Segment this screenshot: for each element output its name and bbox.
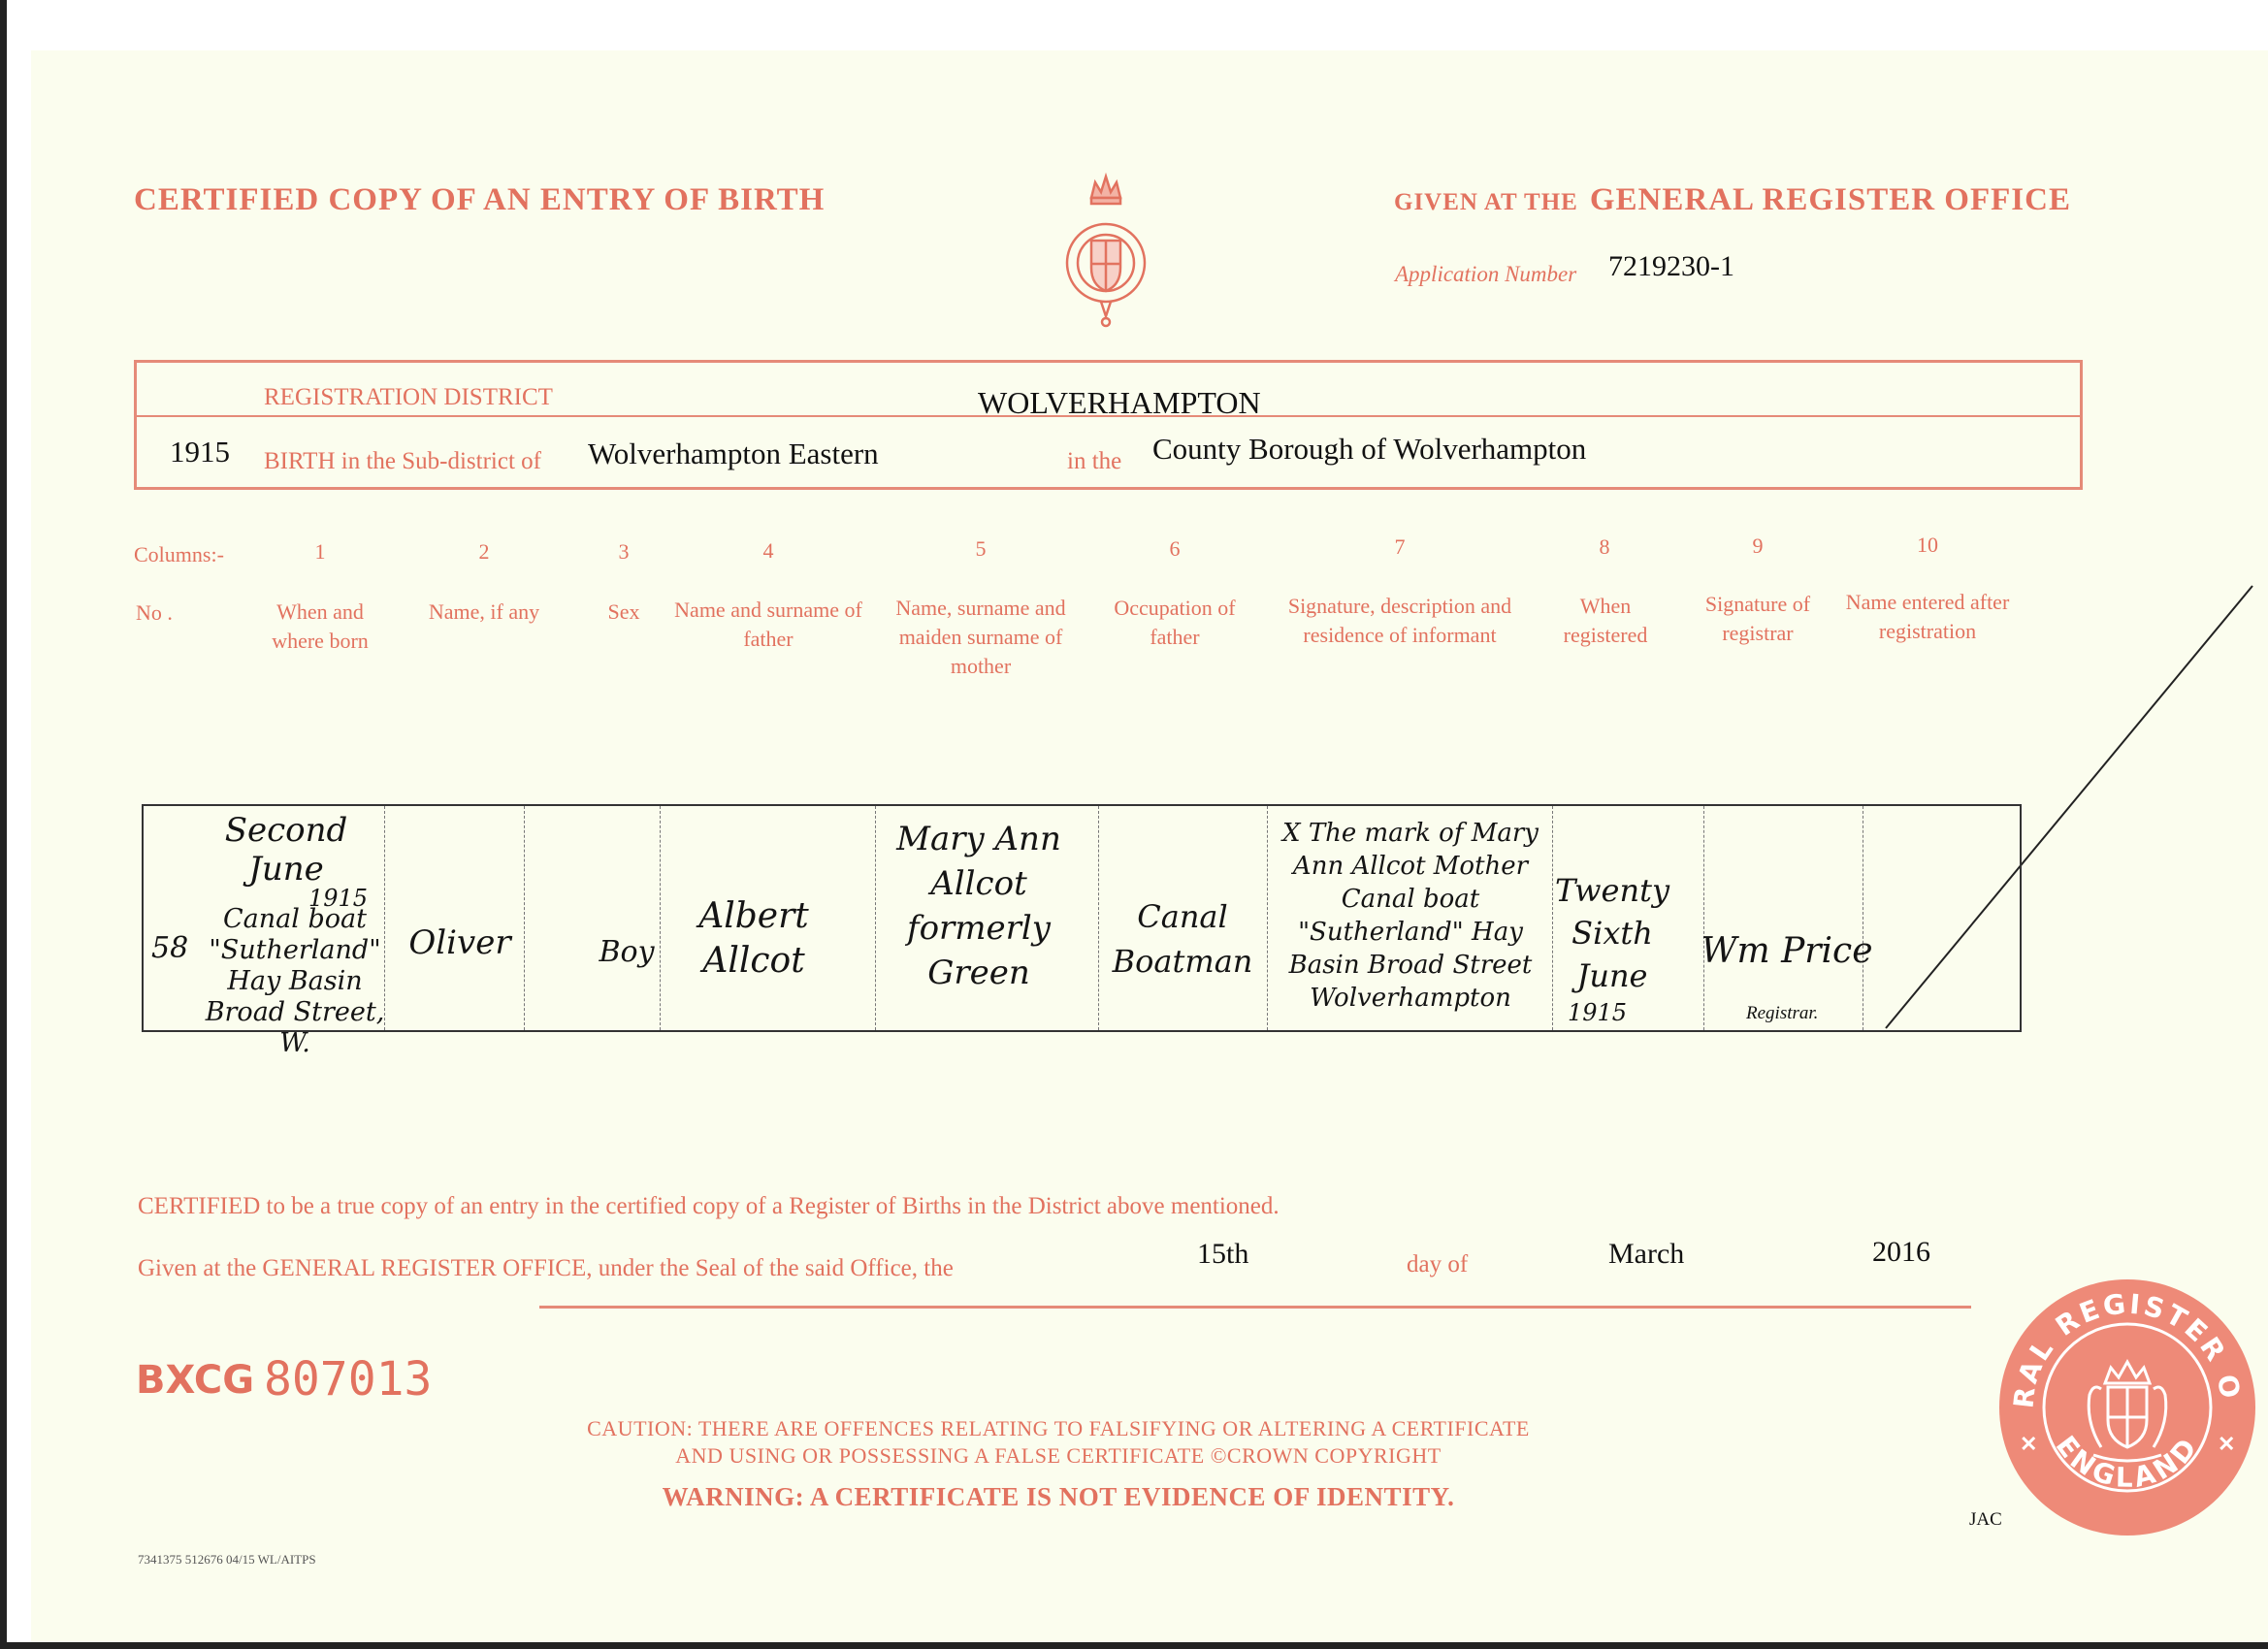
print-code: 7341375 512676 04/15 WL/AITPS	[138, 1552, 316, 1567]
application-number: 7219230-1	[1608, 250, 1734, 282]
column-heading: Occupation of father	[1114, 596, 1236, 649]
given-at-label: GIVEN AT THE	[1394, 189, 1578, 215]
registration-district-label: REGISTRATION DISTRICT	[264, 384, 553, 410]
entry-number: 58	[151, 931, 189, 965]
entry-father-name: Albert Allcot	[698, 896, 809, 981]
entry-mother-name: Mary Ann Allcot formerly Green	[896, 820, 1061, 992]
application-number-label: Application Number	[1395, 262, 1577, 286]
scan-edge-bottom	[0, 1642, 2268, 1649]
day-of-label: day of	[1407, 1251, 1469, 1277]
column-number: 4	[762, 538, 774, 563]
entry-registrar-label: Registrar.	[1746, 1003, 1819, 1023]
scan-edge-left	[0, 0, 7, 1649]
columns-label: Columns:-	[134, 542, 224, 566]
entry-child-name: Oliver	[408, 923, 511, 962]
serial-prefix: BXCG	[136, 1358, 255, 1403]
identity-warning: WARNING: A CERTIFICATE IS NOT EVIDENCE OF IDENTITY.	[662, 1482, 1455, 1511]
entry-father-occupation: Canal Boatman	[1112, 898, 1253, 980]
entry-column-divider	[875, 806, 876, 1030]
entry-where-born: Canal boat "Sutherland" Hay Basin Broad Street, W.	[205, 904, 385, 1058]
county-value: County Borough of Wolverhampton	[1152, 432, 1587, 466]
initials: JAC	[1969, 1509, 2002, 1530]
svg-text:GENERAL REGISTER OFFICE: RAL REGISTER O	[2007, 1287, 2248, 1410]
certification-month: March	[1608, 1238, 1685, 1270]
entry-column-divider	[1098, 806, 1099, 1030]
svg-text:✕: ✕	[2218, 1432, 2236, 1456]
column-heading: When and where born	[272, 599, 369, 653]
subdistrict-value: Wolverhampton Eastern	[588, 436, 879, 470]
entry-when-born-year: 1915	[308, 885, 369, 912]
serial-number: 807013	[264, 1352, 433, 1406]
column-heading: Name and surname of father	[674, 598, 862, 651]
column-heading: Name entered after registration	[1845, 590, 2010, 643]
column-number: 2	[478, 539, 490, 564]
caution-line-2: AND USING OR POSSESSING A FALSE CERTIFICATE ©CROWN COPYRIGHT	[675, 1443, 1442, 1468]
certification-year: 2016	[1872, 1236, 1930, 1268]
gro-seal	[1996, 1277, 2258, 1538]
entry-registered-year: 1915	[1568, 999, 1628, 1026]
entry-frame	[142, 804, 2022, 1032]
certification-line-1: CERTIFIED to be a true copy of an entry in the certified copy of a Register of Births in the District above mentioned.	[138, 1193, 1280, 1219]
certificate-title: CERTIFIED COPY OF AN ENTRY OF BIRTH	[134, 182, 826, 217]
column-number: 5	[975, 536, 987, 561]
in-the-label: in the	[1067, 448, 1122, 474]
subdistrict-label: BIRTH in the Sub-district of	[264, 448, 541, 474]
svg-text:ENGLAND: ENGLAND	[2049, 1429, 2206, 1494]
column-heading: When registered	[1563, 594, 1648, 647]
entry-registrar-signature: Wm Price	[1701, 931, 1873, 971]
column-number: 7	[1394, 534, 1406, 559]
column-heading: Signature, description and residence of informant	[1287, 594, 1512, 647]
certification-underline	[539, 1306, 1971, 1309]
column-no-label: No .	[136, 600, 173, 625]
registration-district-value: WOLVERHAMPTON	[978, 385, 1261, 420]
royal-crest-icon	[1062, 171, 1150, 331]
column-number: 6	[1169, 536, 1181, 561]
entry-sex: Boy	[599, 935, 655, 969]
entry-column-divider	[524, 806, 525, 1030]
column-heading: Name, surname and maiden surname of mother	[895, 596, 1066, 678]
column-number: 9	[1752, 534, 1764, 558]
column-heading: Sex	[607, 599, 640, 624]
svg-text:✕: ✕	[2020, 1432, 2038, 1456]
column-number: 1	[314, 539, 326, 564]
column-heading: Signature of registrar	[1704, 592, 1811, 645]
certification-line-2: Given at the GENERAL REGISTER OFFICE, under the Seal of the said Office, the	[138, 1255, 954, 1281]
entry-informant: X The mark of Mary Ann Allcot Mother Canal boat "Sutherland" Hay Basin Broad Street Wolverhampton	[1282, 819, 1539, 1013]
registration-year: 1915	[170, 435, 230, 469]
gro-office-name: GENERAL REGISTER OFFICE	[1589, 182, 2071, 217]
entry-column-divider	[660, 806, 661, 1030]
entry-when-registered: Twenty Sixth June	[1554, 872, 1670, 994]
certification-day: 15th	[1197, 1238, 1249, 1270]
entry-when-born-date: Second June	[224, 811, 348, 889]
column-number: 10	[1917, 533, 1938, 557]
column-number: 3	[618, 539, 630, 564]
column-number: 8	[1599, 534, 1610, 559]
column-heading: Name, if any	[428, 599, 540, 624]
given-at-text	[1394, 182, 2071, 218]
caution-line-1: CAUTION: THERE ARE OFFENCES RELATING TO FALSIFYING OR ALTERING A CERTIFICATE	[587, 1416, 1530, 1440]
entry-column-divider	[1703, 806, 1704, 1030]
